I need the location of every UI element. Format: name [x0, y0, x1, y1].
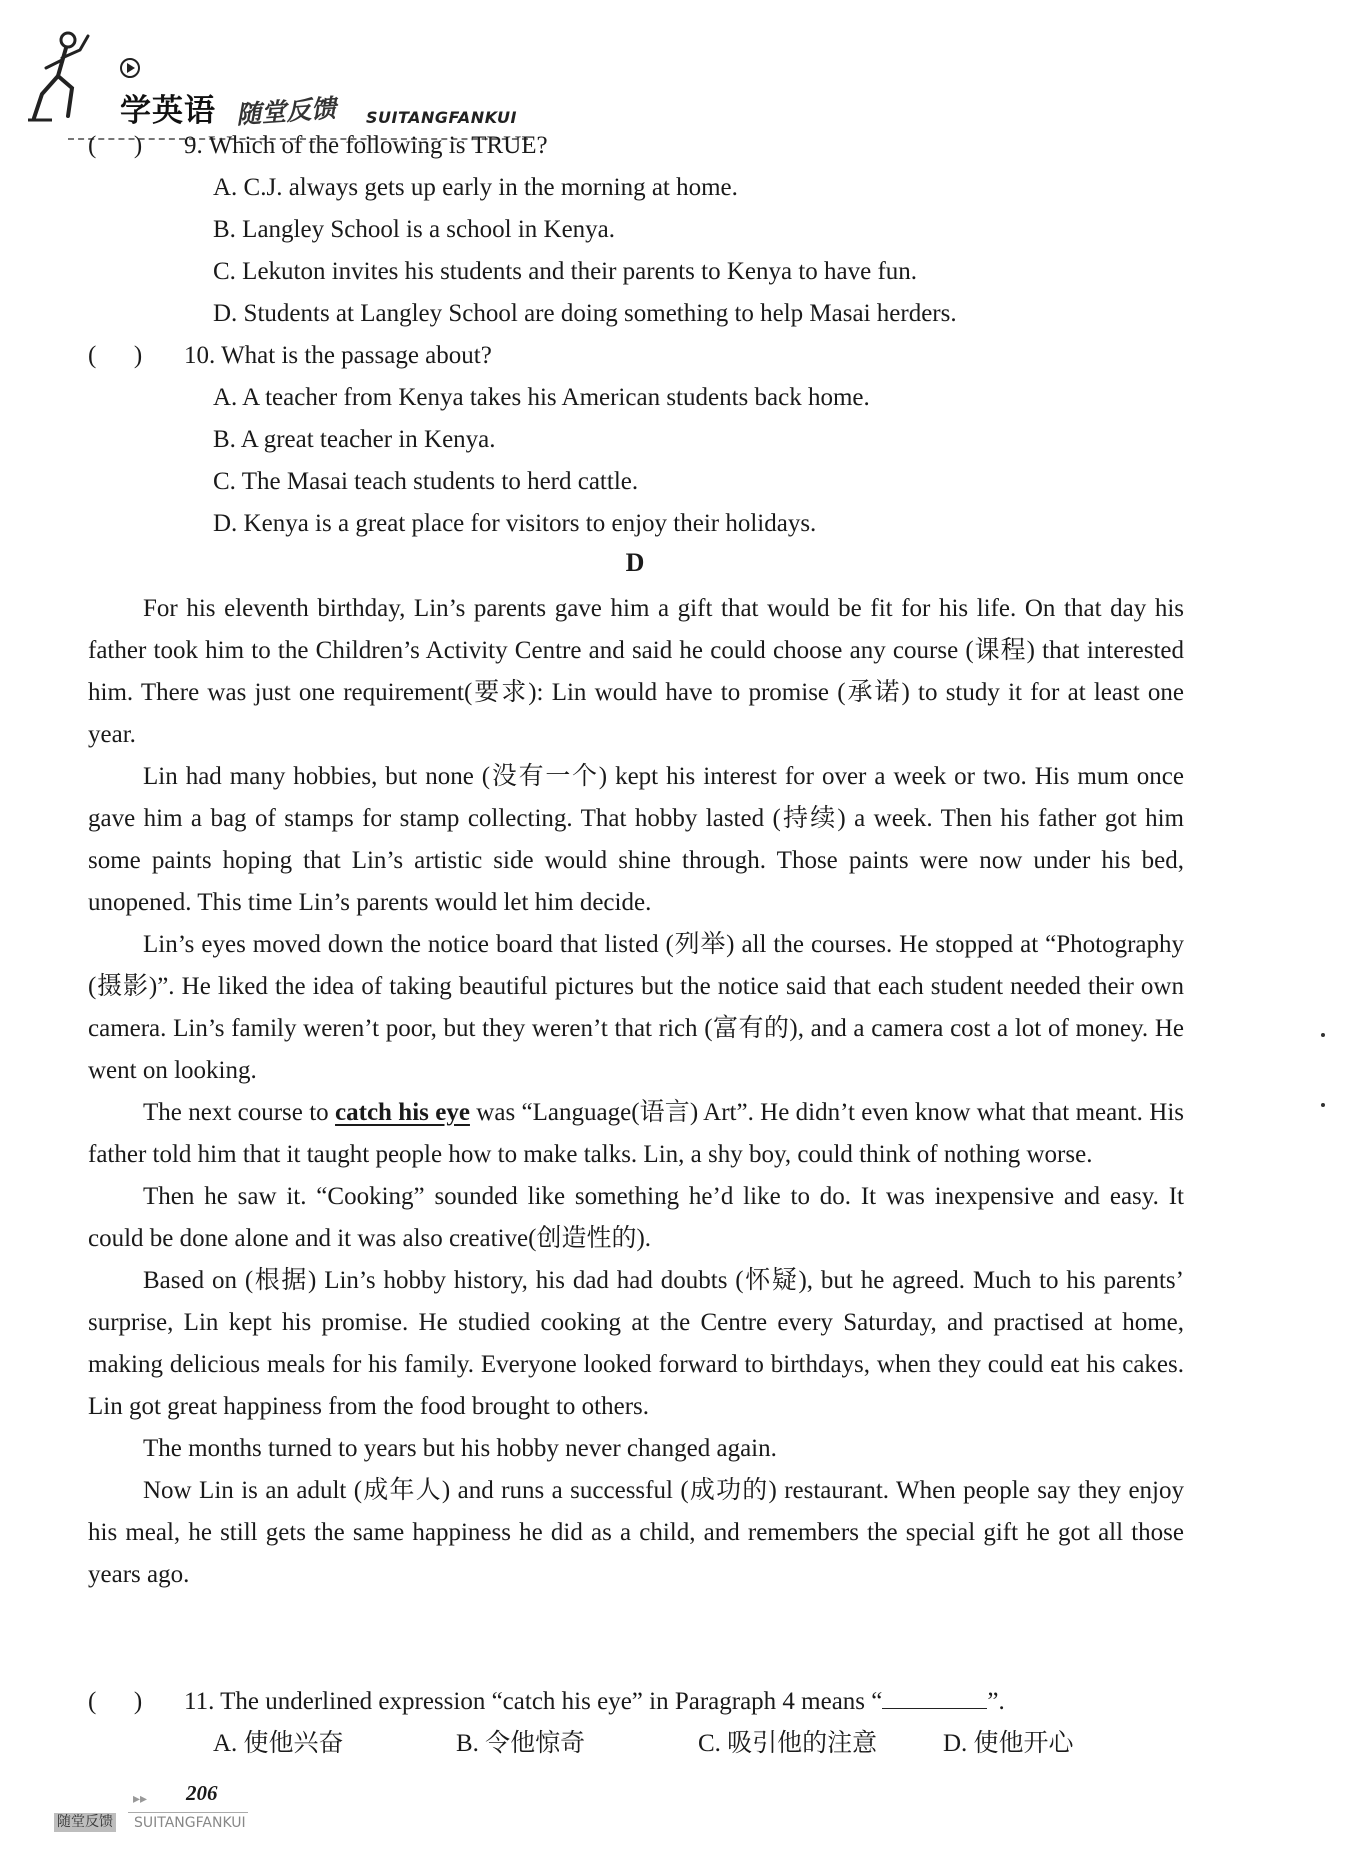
- choice-11b: B. 令他惊奇: [456, 1730, 586, 1757]
- choice-11a: A. 使他兴奋: [213, 1730, 344, 1757]
- footer-label: 随堂反馈: [54, 1813, 116, 1832]
- question-number: 9.: [184, 132, 203, 159]
- paragraph-4: [88, 1092, 1184, 1176]
- footer-arrows-icon: ▸▸: [133, 1791, 148, 1807]
- option-10a: A. A teacher from Kenya takes his American students back home.: [213, 384, 870, 411]
- paragraph-7: The months turned to years but his hobby never changed again.: [143, 1435, 777, 1462]
- question-10: [88, 335, 492, 377]
- student-figure-icon: [28, 28, 98, 123]
- brand-title: 学英语: [120, 93, 216, 129]
- question-stem-start: The underlined expression “catch his eye” in Paragraph 4 means “: [220, 1688, 883, 1715]
- paragraph-4-start: The next course to: [143, 1099, 336, 1126]
- option-10b: B. A great teacher in Kenya.: [213, 426, 496, 453]
- option-9d: D. Students at Langley School are doing something to help Masai herders.: [213, 300, 957, 327]
- brand-pinyin: SUITANGFANKUI: [366, 108, 517, 127]
- option-9b: B. Langley School is a school in Kenya.: [213, 216, 616, 243]
- question-stem-end: ”.: [987, 1688, 1005, 1715]
- option-9a: A. C.J. always gets up early in the morning at home.: [213, 174, 738, 201]
- section-heading: D: [625, 548, 645, 577]
- question-number: 10.: [184, 342, 216, 369]
- brand-subtitle: 随堂反馈: [235, 93, 338, 130]
- scan-mark: [1321, 1033, 1325, 1037]
- page-header: [28, 28, 728, 128]
- page-number: 206: [186, 1781, 218, 1805]
- paragraph-6: Based on (根据) Lin’s hobby history, his dad had doubts (怀疑), but he agreed. Much to his parents’ surprise, Lin kept his promise. He studied cooking at the Centre every Saturday, and practised at home, making delicious meals for his family. Everyone looked forward to birthdays, when they could eat his cakes. Lin got great happiness from the food brought to others.: [88, 1267, 1184, 1420]
- option-10c: C. The Masai teach students to herd cattle.: [213, 468, 639, 495]
- play-icon: [120, 58, 140, 78]
- answer-paren: ( ): [88, 132, 143, 159]
- footer-pinyin: SUITANGFANKUI: [134, 1815, 246, 1831]
- reading-passage: [88, 588, 1184, 1596]
- answer-paren: ( ): [88, 1688, 143, 1715]
- answer-paren: ( ): [88, 342, 143, 369]
- option-9c: C. Lekuton invites his students and their parents to Kenya to have fun.: [213, 258, 918, 285]
- paragraph-1: For his eleventh birthday, Lin’s parents gave him a gift that would be fit for his life. On that day his father took him to the Children’s Activity Centre and said he could choose any course (课程) that interested him. There was just one requirement(要求): Lin would have to promise (承诺) to study it for at least one year.: [88, 595, 1184, 748]
- paragraph-4-end: was “Language(语言) Art”. He didn’t even know what that meant. His father told him that it taught people how to make talks. Lin, a shy boy, could think of nothing worse.: [88, 1099, 1184, 1168]
- option-10d: D. Kenya is a great place for visitors to enjoy their holidays.: [213, 510, 817, 537]
- question-11: [88, 1681, 1005, 1723]
- underlined-expression: catch his eye: [335, 1099, 470, 1126]
- paragraph-3: Lin’s eyes moved down the notice board that listed (列举) all the courses. He stopped at “Photography (摄影)”. He liked the idea of taking beautiful pictures but the notice said that each student needed their own camera. Lin’s family weren’t poor, but they weren’t that rich (富有的), and a camera cost a lot of money. He went on looking.: [88, 931, 1184, 1084]
- choice-11c: C. 吸引他的注意: [698, 1730, 878, 1757]
- question-9: [88, 125, 548, 167]
- footer-divider: [128, 1812, 248, 1813]
- question-stem: What is the passage about?: [221, 342, 492, 369]
- paragraph-8: Now Lin is an adult (成年人) and runs a successful (成功的) restaurant. When people say they enjoy his meal, he still gets the same happiness he did as a child, and remembers the special gift he got all those years ago.: [88, 1477, 1184, 1588]
- question-number: 11.: [184, 1688, 215, 1715]
- question-stem: Which of the following is TRUE?: [208, 132, 548, 159]
- paragraph-2: Lin had many hobbies, but none (没有一个) kept his interest for over a week or two. His mum once gave him a bag of stamps for stamp collecting. That hobby lasted (持续) a week. Then his father got him some paints hoping that Lin’s artistic side would shine through. Those paints were now under his bed, unopened. This time Lin’s parents would let him decide.: [88, 763, 1184, 916]
- scan-mark: [1321, 1103, 1325, 1107]
- paragraph-5: Then he saw it. “Cooking” sounded like something he’d like to do. It was inexpensive and easy. It could be done alone and it was also creative(创造性的).: [88, 1183, 1184, 1252]
- answer-blank[interactable]: [882, 1682, 987, 1709]
- choice-11d: D. 使他开心: [943, 1730, 1074, 1757]
